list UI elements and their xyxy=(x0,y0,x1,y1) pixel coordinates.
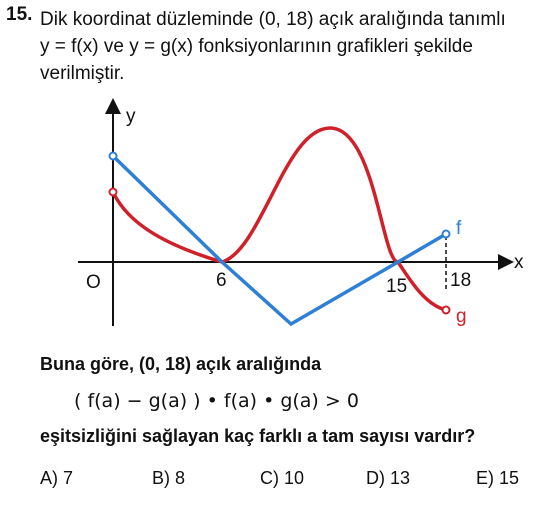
origin-label: O xyxy=(86,272,101,293)
choice-e[interactable] xyxy=(476,468,519,489)
stem-line-1: Dik koordinat düzleminde (0, 18) açık aralığında tanımlı xyxy=(40,9,506,30)
tick-label-15: 15 xyxy=(386,276,408,297)
choice-c-letter: C) xyxy=(260,468,279,488)
stem-line-2: y = f(x) ve y = g(x) fonksiyonlarının grafikleri şekilde xyxy=(40,36,473,57)
inequality-expression: ( f(a) − g(a) ) • f(a) • g(a) > 0 xyxy=(74,390,359,412)
f-open-end-point xyxy=(443,231,450,238)
question-ask: eşitsizliğini sağlayan kaç farklı a tam sayısı vardır? xyxy=(40,426,476,446)
choice-a-value: 7 xyxy=(63,468,74,488)
question-number: 15. xyxy=(6,4,33,25)
y-axis-label: y xyxy=(126,106,136,127)
choice-b-letter: B) xyxy=(152,468,170,488)
choice-a[interactable] xyxy=(40,468,73,489)
choice-e-letter: E) xyxy=(476,468,494,488)
choice-a-letter: A) xyxy=(40,468,58,488)
f-function-label: f xyxy=(456,218,462,239)
choice-e-value: 15 xyxy=(499,468,520,488)
choice-c-value: 10 xyxy=(284,468,305,488)
stem-line-3: verilmiştir. xyxy=(40,63,125,84)
tick-label-18: 18 xyxy=(450,270,472,291)
choice-d-letter: D) xyxy=(366,468,385,488)
g-function-label: g xyxy=(456,306,467,327)
function-graph xyxy=(0,96,558,336)
x-axis-label: x xyxy=(514,252,524,273)
f-open-start-point xyxy=(110,153,117,160)
question-prompt: Buna göre, (0, 18) açık aralığında xyxy=(40,354,322,374)
choice-d-value: 13 xyxy=(390,468,411,488)
tick-label-6: 6 xyxy=(216,270,227,291)
choice-b[interactable] xyxy=(152,468,185,489)
question-stem xyxy=(40,6,552,87)
choice-c[interactable] xyxy=(260,468,304,489)
choice-b-value: 8 xyxy=(175,468,186,488)
g-open-end-point xyxy=(443,307,450,314)
g-open-start-point xyxy=(110,189,117,196)
choice-d[interactable] xyxy=(366,468,410,489)
